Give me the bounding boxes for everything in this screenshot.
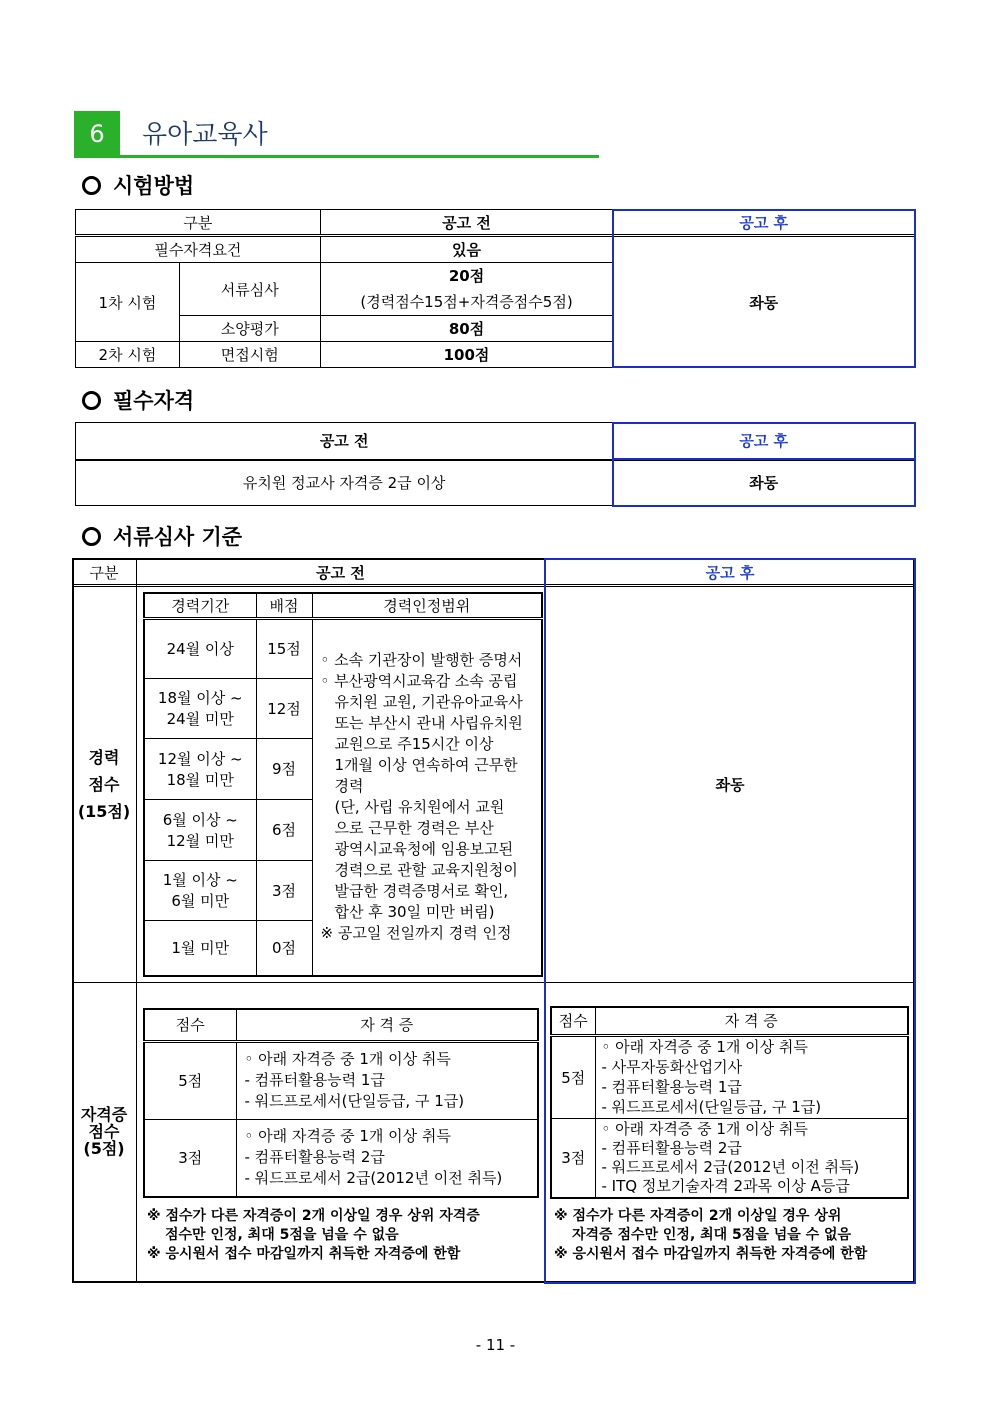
cert-header-cert: 자 격 증 (595, 1007, 908, 1035)
career-period: 1월 이상 ~ 6월 미만 (144, 860, 256, 920)
circle-bullet-icon (82, 176, 101, 195)
cert-items: ◦ 아래 자격증 중 1개 이상 취득 - 컴퓨터활용능력 1급 - 워드프로세서(단일등급, 구 1급) (236, 1041, 538, 1119)
label-line: 경력 (88, 748, 120, 767)
cert-after-notes: ※ 점수가 다른 자격증이 2개 이상일 경우 상위 자격증 점수만 인정, 최대 5점을 넘을 수 없음 ※ 응시원서 접수 마감일까지 취득한 자격증에 한함 (554, 1208, 868, 1262)
exam-method-table (75, 209, 915, 368)
interview-label: 면접시험 (179, 342, 320, 368)
heading-text: 필수자격 (113, 389, 195, 413)
section-underline (74, 155, 599, 158)
doc-detail: (경력점수15점+자격증점수5점) (360, 293, 573, 311)
cert-score-label (72, 1106, 136, 1157)
scope-line: ※ 공고일 전일까지 경력 인정 (320, 924, 512, 943)
heading-text: 서류심사 기준 (113, 525, 243, 549)
scope-line: 또는 부산시 관내 사립유치원 (334, 714, 523, 733)
career-after: 좌동 (715, 776, 745, 794)
table-vline (136, 558, 137, 1283)
heading-doc-criteria (82, 521, 242, 551)
header-before: 공고 전 (316, 563, 365, 582)
aptitude-label: 소양평가 (179, 316, 320, 342)
label-line: (5점) (83, 1139, 125, 1158)
required-qual-after: 좌동 (613, 460, 915, 506)
heading-text: 시험방법 (113, 174, 195, 198)
circle-bullet-icon (82, 391, 101, 410)
scope-line: (단, 사립 유치원에서 교원 (334, 798, 505, 817)
header-after: 공고 후 (613, 210, 915, 236)
cert-before-table (143, 1008, 539, 1198)
cert-after-table (550, 1006, 909, 1199)
cert-score: 5점 (144, 1041, 236, 1119)
label-line: (15점) (77, 802, 131, 821)
heading-required-qual (82, 385, 194, 415)
cert-header-score: 점수 (551, 1007, 595, 1035)
career-header-score: 배점 (256, 593, 312, 618)
header-after: 공고 후 (613, 423, 915, 460)
career-score-label (72, 744, 136, 825)
cert-before-notes: ※ 점수가 다른 자격증이 2개 이상일 경우 상위 자격증 점수만 인정, 최대 5점을 넘을 수 없음 ※ 응시원서 접수 마감일까지 취득한 자격증에 한함 (147, 1208, 480, 1262)
first-exam-label: 1차 시험 (76, 263, 180, 342)
career-inner-table (143, 592, 543, 977)
cert-items: ◦ 아래 자격증 중 1개 이상 취득 - 컴퓨터활용능력 2급 - 워드프로세서 2급(2012년 이전 취득) (236, 1119, 538, 1197)
scope-line: 합산 후 30일 미만 버림) (334, 903, 495, 922)
label-line: 점수 (88, 775, 120, 794)
required-qual-label: 필수자격요건 (76, 236, 321, 263)
required-qual-table (75, 422, 915, 506)
scope-line: 발급한 경력증명서로 확인, (334, 882, 509, 901)
label-line: 자격증 (80, 1105, 128, 1124)
aptitude-score: 80점 (320, 316, 613, 342)
heading-exam-method (82, 170, 194, 200)
cert-score: 3점 (144, 1119, 236, 1197)
scope-line: 경력 (334, 777, 364, 796)
career-period: 1월 미만 (144, 920, 256, 976)
header-after: 공고 후 (705, 563, 755, 582)
career-score: 6점 (256, 799, 312, 860)
scope-line: 1개월 이상 연속하여 근무한 (334, 756, 518, 775)
career-score: 12점 (256, 678, 312, 738)
header-gubun: 구분 (76, 210, 321, 236)
cert-score: 3점 (551, 1118, 595, 1198)
career-period: 18월 이상 ~ 24월 미만 (144, 678, 256, 738)
doc-score: 20점 (448, 267, 485, 285)
scope-line: 경력으로 관할 교육지원청이 (334, 861, 518, 880)
scope-line: ◦ 소속 기관장이 발행한 증명서 (320, 651, 523, 670)
career-score: 15점 (256, 618, 312, 678)
label-line: 점수 (88, 1122, 120, 1141)
career-score: 3점 (256, 860, 312, 920)
circle-bullet-icon (82, 527, 101, 546)
header-before: 공고 전 (76, 423, 613, 460)
cert-header-score: 점수 (144, 1009, 236, 1041)
header-gubun: 구분 (89, 563, 119, 582)
scope-line: ◦ 부산광역시교육감 소속 공립 (320, 672, 518, 691)
cert-score: 5점 (551, 1035, 595, 1118)
doc-review-score (320, 263, 613, 316)
table-hline (72, 982, 915, 983)
section-number: 6 (74, 111, 120, 157)
header-before: 공고 전 (320, 210, 613, 236)
section-title: 유아교육사 (142, 120, 268, 150)
required-qual-before: 유치원 정교사 자격증 2급 이상 (76, 460, 613, 506)
second-exam-label: 2차 시험 (76, 342, 180, 368)
career-scope (312, 618, 542, 976)
scope-line: 유치원 교원, 기관유아교육사 (334, 693, 523, 712)
career-header-period: 경력기간 (144, 593, 256, 618)
career-header-scope: 경력인정범위 (312, 593, 542, 618)
career-period: 24월 이상 (144, 618, 256, 678)
cert-header-cert: 자 격 증 (236, 1009, 538, 1041)
cert-items: ◦ 아래 자격증 중 1개 이상 취득 - 컴퓨터활용능력 2급 - 워드프로세서 2급(2012년 이전 취득) - ITQ 정보기술자격 2과목 이상 A등급 (595, 1118, 908, 1198)
interview-score: 100점 (320, 342, 613, 368)
scope-line: 광역시교육청에 임용보고된 (334, 840, 514, 859)
career-period: 12월 이상 ~ 18월 미만 (144, 738, 256, 799)
cert-items: ◦ 아래 자격증 중 1개 이상 취득 - 사무자동화산업기사 - 컴퓨터활용능력 1급 - 워드프로세서(단일등급, 구 1급) (595, 1035, 908, 1118)
career-score: 0점 (256, 920, 312, 976)
doc-review-label: 서류심사 (179, 263, 320, 316)
scope-line: 교원으로 주15시간 이상 (334, 735, 494, 754)
exam-after: 좌동 (613, 236, 915, 368)
after-header-divider (612, 458, 916, 460)
required-qual-before: 있음 (320, 236, 613, 263)
scope-line: 으로 근무한 경력은 부산 (334, 819, 494, 838)
career-score: 9점 (256, 738, 312, 799)
career-period: 6월 이상 ~ 12월 미만 (144, 799, 256, 860)
page-number: - 11 - (475, 1336, 516, 1354)
